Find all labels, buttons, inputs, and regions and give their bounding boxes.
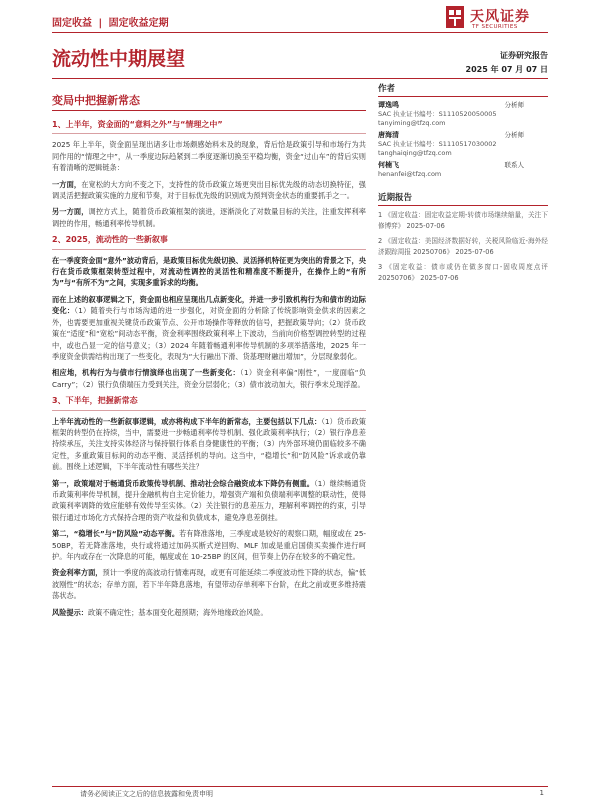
recent-report-item[interactable]: 1 《固定收益：固定收益定期-转债市场继续缩量，关注下修博弈》 2025-07-06 [378,210,548,230]
paragraph-lead: 上半年流动性的一些新叙事逻辑，或亦将构成下半年的新常态，主要包括以下几点： [52,416,322,426]
section2-paragraph-1: 在一季度资金面“意外”波动背后，是政策目标优先级切换、灵活择机特征更为突出的背景之下，央行在货币政策框架转型过程中，对流动性调控的灵活性和精准度不断提升，在操作上的“有所为”与“有所不为”之间，实现多重诉求的均衡。 [52,255,366,288]
page-title: 流动性中期展望 [52,48,186,70]
analyst-name: 谭逸鸣 [378,101,399,109]
page-subtitle: 变局中把握新常态 [52,94,140,107]
section-title-2: 2、2025，流动性的一些新叙事 [52,234,366,249]
header-divider [52,32,548,33]
section2-paragraph-2 [52,294,366,362]
sidebar [378,82,548,288]
logo-text-cn: 天风证券 [470,9,530,25]
footer-divider [52,786,548,787]
paragraph-lead: 相应地，机构行为与债市行情演绎也出现了一些新变化： [52,368,241,378]
analyst-role: 分析师 [504,131,524,139]
analyst-card [378,131,548,157]
category-separator: | [98,18,103,29]
analyst-cert: SAC 执业证书编号：S1110520050005 [378,110,497,118]
paragraph-text: 调控方式上，随着货币政策框架的演进，逐渐淡化了对数量目标的关注，注重发挥利率调控的作用，畅通利率传导机制。 [52,207,366,228]
report-category [52,14,169,29]
analyst-email[interactable]: tanyiming@tfzq.com [378,118,446,127]
section1-paragraph-1: 2025 年上半年，资金面呈现出诸多让市场颇感始料未及的现象，背后恰是政策引导和市场行为共同作用的“情理之中”，从一季度边际趋紧到二季度逐渐切换至平稳均衡，资金“过山车”的背后实则有着清晰的逻辑链条： [52,140,366,173]
category-label: 固定收益 [52,18,92,29]
section3-paragraph-1 [52,416,366,473]
subtitle-divider [52,110,366,111]
risk-text: 政策不确定性；基本面变化超预期；海外地缘政治风险。 [87,607,268,617]
paragraph-lead: 另一方面， [52,207,89,217]
risk-warning [52,607,366,618]
section2-paragraph-3 [52,367,366,390]
analyst-email[interactable]: tanghaiqing@tfzq.com [378,148,452,157]
recent-report-item[interactable]: 3 《固定收益：债市或仍在做多窗口-固收周度点评 20250706》 2025-07-06 [378,262,548,282]
page-number: 1 [539,789,544,797]
analyst-name: 何楠飞 [378,161,399,169]
section3-paragraph-2 [52,478,366,524]
paragraph-text: （1）随着央行与市场沟通的进一步强化，对资金面的分析除了传统影响资金供求的因素之外，也需要更加重视关键货币政策节点、公开市场操作等释放的信号，把握政策导向；（2）货币政策在“适度”和“宽松”间动态平衡，资金利率围绕政策利率上下波动，当前向价格型调控转型的过程中，或也凸显一定的信号意义；（3）2024 年随着畅通利率传导机制的多项举措落地，2025 年一季度资金供需结构出现了一些变化，表现为“大行融出下滑、货基理财融出增加”，分层现象弱化。 [52,306,366,361]
paragraph-lead: 而在上述的叙事逻辑之下，资金面也相应呈现出几点新变化，并进一步引致机构行为和债市的边际变化： [52,294,366,316]
report-date: 2025 年 07 月 07 日 [465,65,548,74]
recent-reports-heading: 近期报告 [378,191,548,206]
recent-report-item[interactable]: 2 《固定收益：美国经济数据好转，关税风险临近-海外经济跟踪周报 20250706》 2025-07-06 [378,236,548,256]
paragraph-text: 预计一季度的高波动行情难再现，或更有可能延续二季度波动性下降的状态，偏“低波刚性”的状态；存单方面，若下半年降息落地，有望带动存单利率下台阶，在此之前或更多维持震荡状态。 [52,568,366,601]
paragraph-lead: 第一，政策端对于畅通货币政策传导机制、推动社会综合融资成本下降仍有侧重。 [52,478,315,488]
section3-paragraph-3 [52,528,366,562]
paragraph-text: 若有降准落地，三季度或是较好的观察口期，幅度或在 25-50BP，若无降准落地，央行或将通过加码买断式逆回购、MLF 加或是重启国债买卖操作进行呵护。年内或存在一次降息的可能，幅度或在 10-25BP 的区间，但节奏上仍存在较多的不确定性。 [52,529,366,561]
analyst-email[interactable]: henanfei@tfzq.com [378,170,442,178]
analyst-cert: SAC 执业证书编号：S1110517030002 [378,140,497,148]
section1-paragraph-2 [52,179,366,202]
paragraph-lead: 一方面， [52,179,82,189]
logo-text-en: TF SECURITIES [472,24,518,30]
paragraph-text: （1）继续畅通货币政策利率传导机制，提升金融机构自主定价能力，增强资产端和负债端利率调整的联动性，使得政策利率调降的效应能够有效传导至实体。（2）关注银行的息差压力，理解利率调控的约束，引导银行通过市场化方式保持合理的资产收益和负债成本，避免净息差倒挂。 [52,478,366,522]
analyst-role: 联系人 [504,161,524,169]
analyst-name: 唐海清 [378,131,399,139]
risk-lead: 风险提示： [52,607,88,617]
logo-mark-icon [444,4,466,32]
paragraph-lead: 第二，“稳增长”与“防风险”动态平衡。 [52,529,180,539]
subcategory-label: 固定收益定期 [108,18,169,29]
section-title-1: 1、上半年，资金面的“意料之外”与“情理之中” [52,119,366,134]
analyst-card [378,101,548,127]
paragraph-text: （1）货币政策框架的转型仍在持续，当中，需要进一步畅通利率传导机制、强化政策利率执行；（2）银行净息差持续承压，关注支持实体经济与保持银行体系自身健康性的平衡；（3）内外部环境仍面临较多不确定性，多重政策目标间的动态平衡、灵活择机的导向。这当中，“稳增长”和“防风险”诉求或仍靠前。围绕上述逻辑，下半年流动性有哪些关注？ [52,416,366,472]
paragraph-lead: 资金利率方面， [52,568,103,578]
main-content [52,116,366,623]
paragraph-text: （1）资金利率偏“刚性”，一度面临“负 Carry”；（2）银行负债端压力受到关注，资金分层弱化；（3）债市波动加大，银行季末兑现浮盈。 [52,368,366,389]
analyst-card [378,161,548,179]
disclaimer-text: 请务必阅读正文之后的信息披露和免责申明 [80,790,213,798]
title-divider [52,78,548,79]
section1-paragraph-3 [52,206,366,229]
section3-paragraph-4 [52,567,366,601]
paragraph-text: 在宽松的大方向不变之下，支持性的货币政策立场更突出目标优先级的动态切换特征，强调灵活把握政策实施的力度和节奏，对于目标优先级的识别成为预判资金状态的重要抓手之一。 [52,179,366,201]
section-title-3: 3、下半年，把握新常态 [52,395,366,410]
analyst-role: 分析师 [504,101,524,109]
authors-heading: 作者 [378,82,548,97]
report-type: 证券研究报告 [500,51,548,60]
